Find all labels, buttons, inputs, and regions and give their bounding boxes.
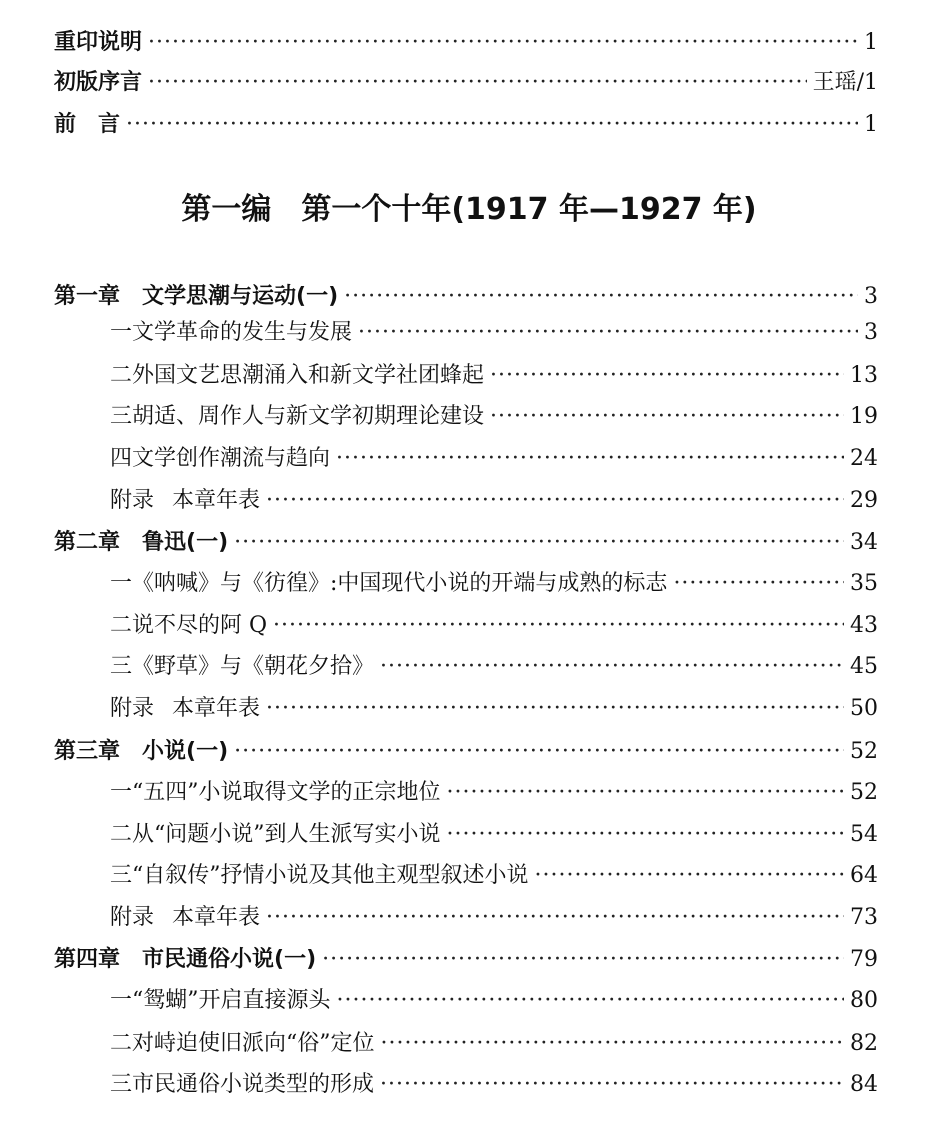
- entry-title: 前 言: [54, 112, 121, 137]
- leader-dots: [381, 1029, 844, 1059]
- leader-dots: [358, 318, 858, 348]
- section-title: 对峙迫使旧派向“俗”定位: [132, 1031, 375, 1056]
- chapter-title: 小说(一): [142, 739, 229, 764]
- section-label: 一: [110, 320, 133, 345]
- toc-entry-first-preface[interactable]: [54, 68, 878, 98]
- chapter-label: 第二章: [54, 530, 121, 555]
- toc-section-appendix[interactable]: [110, 903, 878, 933]
- section-page: 52: [850, 780, 878, 805]
- toc-section[interactable]: [110, 569, 878, 599]
- chapter-page: 79: [850, 947, 878, 972]
- section-page: 82: [850, 1031, 878, 1056]
- toc-section[interactable]: [110, 1070, 878, 1100]
- entry-title: 初版序言: [54, 70, 143, 95]
- entry-page: 1: [864, 112, 878, 137]
- leader-dots: [148, 28, 858, 58]
- section-label: 二: [110, 822, 133, 847]
- section-title: 本章年表: [172, 696, 261, 721]
- chapter-title: 文学思潮与运动(一): [142, 284, 339, 309]
- chapter-label: 第一章: [54, 284, 121, 309]
- chapter-page: 34: [850, 530, 878, 555]
- section-title: 从“问题小说”到人生派写实小说: [132, 822, 441, 847]
- entry-page: 1: [864, 30, 878, 55]
- chapter-label: 第三章: [54, 739, 121, 764]
- section-page: 35: [850, 571, 878, 596]
- section-label: 一: [110, 780, 133, 805]
- toc-section-appendix[interactable]: [110, 694, 878, 724]
- section-page: 3: [864, 320, 878, 345]
- section-title: “五四”小说取得文学的正宗地位: [132, 780, 441, 805]
- section-label: 四: [110, 446, 133, 471]
- leader-dots: [266, 903, 844, 933]
- section-title: 胡适、周作人与新文学初期理论建设: [132, 404, 485, 429]
- section-title: 文学创作潮流与趋向: [132, 446, 331, 471]
- leader-dots: [266, 486, 844, 516]
- section-title: “自叙传”抒情小说及其他主观型叙述小说: [132, 863, 529, 888]
- chapter-label: 第四章: [54, 947, 121, 972]
- section-page: 29: [850, 488, 878, 513]
- leader-dots: [490, 361, 844, 391]
- leader-dots: [490, 402, 844, 432]
- toc-chapter-2[interactable]: [54, 528, 878, 558]
- toc-section[interactable]: [110, 611, 878, 641]
- leader-dots: [337, 986, 844, 1016]
- section-page: 24: [850, 446, 878, 471]
- section-label: 三: [110, 404, 133, 429]
- entry-title: 重印说明: [54, 30, 143, 55]
- section-title: 说不尽的阿 Q: [132, 613, 268, 638]
- leader-dots: [344, 282, 858, 312]
- toc-section[interactable]: [110, 652, 878, 682]
- section-title: “鸳蝴”开启直接源头: [132, 988, 331, 1013]
- toc-section[interactable]: [110, 361, 878, 391]
- section-title: 市民通俗小说类型的形成: [132, 1072, 375, 1097]
- section-page: 45: [850, 654, 878, 679]
- section-label: 附录: [110, 488, 155, 513]
- section-label: 二: [110, 363, 133, 388]
- section-label: 附录: [110, 905, 155, 930]
- section-title: 本章年表: [172, 905, 261, 930]
- section-page: 84: [850, 1072, 878, 1097]
- leader-dots: [380, 1070, 844, 1100]
- leader-dots: [126, 110, 858, 140]
- toc-section[interactable]: [110, 444, 878, 474]
- section-label: 一: [110, 988, 133, 1013]
- section-page: 80: [850, 988, 878, 1013]
- toc-section[interactable]: [110, 778, 878, 808]
- toc-entry-reprint-note[interactable]: [54, 28, 878, 58]
- leader-dots: [673, 569, 844, 599]
- part-title: 第一编 第一个十年(1917 年—1927 年): [181, 192, 757, 227]
- chapter-title: 市民通俗小说(一): [142, 947, 317, 972]
- toc-entry-foreword[interactable]: [54, 110, 878, 140]
- section-page: 73: [850, 905, 878, 930]
- section-label: 二: [110, 1031, 133, 1056]
- leader-dots: [322, 945, 844, 975]
- toc-chapter-1[interactable]: [54, 282, 878, 312]
- leader-dots: [380, 652, 844, 682]
- section-page: 13: [850, 363, 878, 388]
- section-label: 附录: [110, 696, 155, 721]
- section-label: 三: [110, 654, 133, 679]
- toc-section[interactable]: [110, 318, 878, 348]
- leader-dots: [447, 778, 844, 808]
- toc-chapter-3[interactable]: [54, 737, 878, 767]
- leader-dots: [273, 611, 844, 641]
- section-title: 《野草》与《朝花夕拾》: [132, 654, 375, 679]
- leader-dots: [535, 861, 844, 891]
- leader-dots: [148, 68, 807, 98]
- leader-dots: [234, 737, 844, 767]
- section-label: 三: [110, 1072, 133, 1097]
- leader-dots: [234, 528, 844, 558]
- toc-section[interactable]: [110, 986, 878, 1016]
- toc-section[interactable]: [110, 1029, 878, 1059]
- entry-page: 王瑶/1: [812, 70, 878, 95]
- section-label: 三: [110, 863, 133, 888]
- section-page: 43: [850, 613, 878, 638]
- toc-section[interactable]: [110, 402, 878, 432]
- section-label: 一: [110, 571, 133, 596]
- section-title: 文学革命的发生与发展: [132, 320, 353, 345]
- chapter-page: 3: [864, 284, 878, 309]
- toc-section[interactable]: [110, 861, 878, 891]
- section-label: 二: [110, 613, 133, 638]
- leader-dots: [447, 820, 844, 850]
- section-title: 外国文艺思潮涌入和新文学社团蜂起: [132, 363, 485, 388]
- toc-section-appendix[interactable]: [110, 486, 878, 516]
- leader-dots: [336, 444, 844, 474]
- section-title: 《呐喊》与《彷徨》:中国现代小说的开端与成熟的标志: [132, 571, 668, 596]
- toc-chapter-4[interactable]: [54, 945, 878, 975]
- section-page: 54: [850, 822, 878, 847]
- chapter-title: 鲁迅(一): [142, 530, 229, 555]
- section-page: 19: [850, 404, 878, 429]
- toc-section[interactable]: [110, 820, 878, 850]
- leader-dots: [266, 694, 844, 724]
- section-page: 64: [850, 863, 878, 888]
- chapter-page: 52: [850, 739, 878, 764]
- section-page: 50: [850, 696, 878, 721]
- section-title: 本章年表: [172, 488, 261, 513]
